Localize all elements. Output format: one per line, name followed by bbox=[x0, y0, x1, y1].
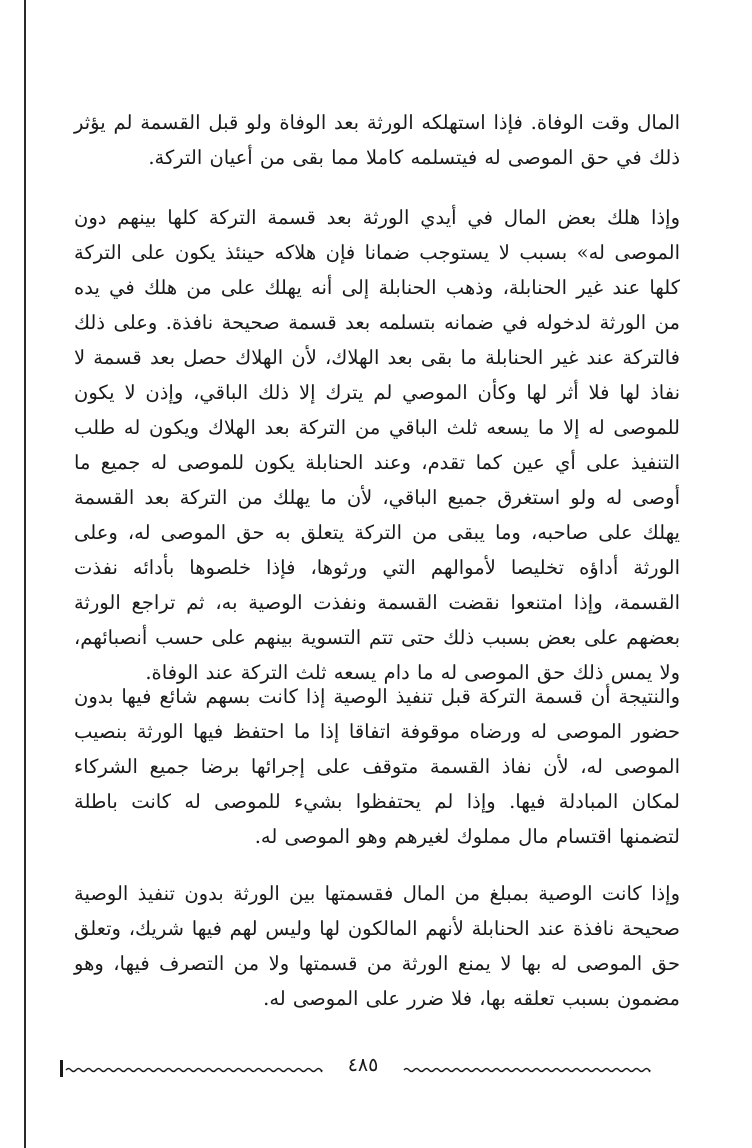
paragraph-3 bbox=[74, 679, 680, 854]
page-footer bbox=[60, 1054, 652, 1082]
paragraph-text: وإذا هلك بعض المال في أيدي الورثة بعد قسمة التركة كلها بينهم دون الموصى له» بسبب لا يستوجب ضمانا فإن هلاكه حينئذ يكون على التركة كلها عند غير الحنابلة، وذهب الحنابلة إلى أنه يهلك على من هلك في يده من الورثة لدخوله في ضمانه بتسلمه بعد قسمة صحيحة نافذة. وعلى ذلك فالتركة عند غير الحنابلة ما بقى بعد الهلاك، لأن الهلاك حصل بعد قسمة لا نفاذ لها فلا أثر لها وكأن الموصي لم يترك إلا ذلك الباقي، وإذن لا يكون للموصى له إلا ما يسعه ثلث الباقي من التركة بعد الهلاك ويكون له طلب التنفيذ على أي عين كما تقدم، وعند الحنابلة يكون للموصى له جميع ما أوصى له ولو استغرق جميع الباقي، لأن ما يهلك من التركة بعد القسمة يهلك على صاحبه، وما يبقى من التركة يتعلق به حق الموصى له، وعلى الورثة أداؤه تخليصا لأموالهم التي ورثوها، فإذا خلصوها بأدائه نفذت القسمة، وإذا امتنعوا نقضت القسمة ونفذت الوصية به، ثم تراجع الورثة بعضهم على بعض بسبب ذلك حتى تتم التسوية بينهم على حسب أنصبائهم، ولا يمس ذلك حق الموصى له ما دام يسعه ثلث التركة عند الوفاة. bbox=[74, 206, 680, 684]
paragraph-4 bbox=[74, 876, 680, 1016]
page-number: ٤٨٥ bbox=[328, 1054, 398, 1076]
paragraph-text: المال وقت الوفاة. فإذا استهلكه الورثة بعد الوفاة ولو قبل القسمة لم يؤثر ذلك في حق الموصى له فيتسلمه كاملا مما بقى من أعيان التركة. bbox=[74, 111, 680, 169]
paragraph-2 bbox=[74, 200, 680, 690]
paragraph-text: والنتيجة أن قسمة التركة قبل تنفيذ الوصية إذا كانت بسهم شائع فيها بدون حضور الموصى له ورضاه موقوفة اتفاقا إذا ما احتفظ فيها الورثة بنصيب الموصى له، لأن نفاذ القسمة متوقف على إجرائها برضا جميع الشركاء لمكان المبادلة فيها. وإذا لم يحتفظوا بشيء للموصى له كانت باطلة لتضمنها اقتسام مال مملوك لغيرهم وهو الموصى له. bbox=[74, 685, 680, 848]
page-binding-edge bbox=[24, 0, 26, 1148]
paragraph-text: وإذا كانت الوصية بمبلغ من المال فقسمتها بين الورثة بدون تنفيذ الوصية صحيحة نافذة عند الحنابلة لأنهم المالكون لها وليس لهم فيها شريك، وتعلق حق الموصى له بها لا يمنع الورثة من قسمتها ولا من التصرف فيها، وهو مضمون بسبب تعلقه بها، فلا ضرر على الموصى له. bbox=[74, 882, 680, 1010]
paragraph-1 bbox=[74, 105, 680, 175]
